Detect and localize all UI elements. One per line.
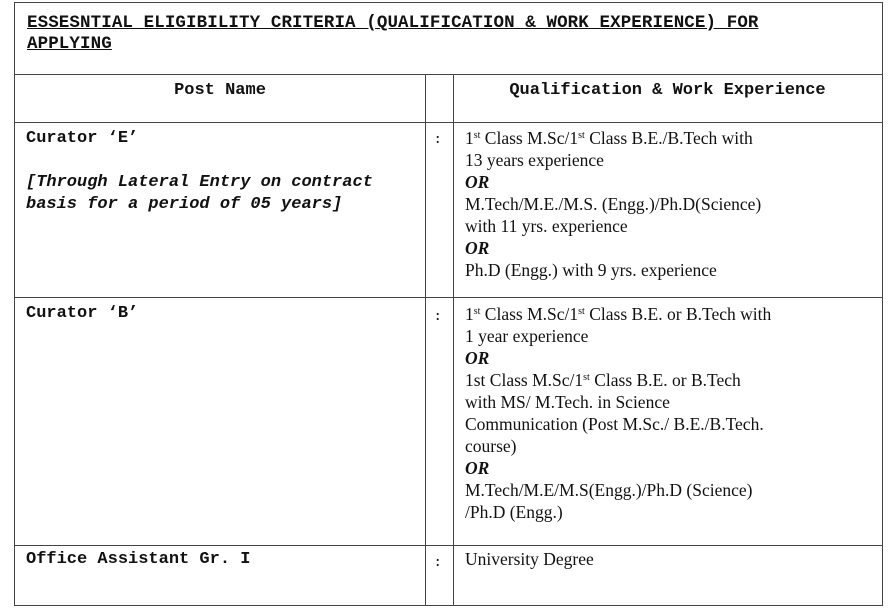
qualification-line: course) xyxy=(465,436,517,456)
qualification-line: University Degree xyxy=(465,549,594,569)
qualification-cell xyxy=(465,303,877,523)
qualification-line: 13 years experience xyxy=(465,150,604,170)
post-name: Office Assistant Gr. I xyxy=(26,550,251,569)
post-name: Curator ‘B’ xyxy=(26,304,139,323)
page-title xyxy=(27,13,867,55)
qualification-cell xyxy=(465,127,877,281)
post-note: [Through Lateral Entry on contract basis for a period of 05 years] xyxy=(26,173,373,214)
title-line-2: APPLYING xyxy=(27,34,112,54)
column-header-qualification: Qualification & Work Experience xyxy=(509,81,826,100)
qualification-line: 1st Class M.Sc/1st Class B.E. or B.Tech with xyxy=(465,304,772,324)
qualification-line: Communication (Post M.Sc./ B.E./B.Tech. xyxy=(465,414,764,434)
qualification-line: M.Tech/M.E./M.S. (Engg.)/Ph.D(Science) xyxy=(465,194,762,214)
qualification-line: 1st Class M.Sc/1st Class B.E./B.Tech with xyxy=(465,128,753,148)
table-row-post xyxy=(26,549,416,571)
or-label: OR xyxy=(465,458,490,478)
separator: : xyxy=(435,551,441,570)
title-line-1: ESSESNTIAL ELIGIBILITY CRITERIA (QUALIFICATION & WORK EXPERIENCE) FOR xyxy=(27,13,759,33)
eligibility-table xyxy=(14,2,883,606)
divider xyxy=(15,122,882,123)
qualification-line: with 11 yrs. experience xyxy=(465,216,628,236)
or-label: OR xyxy=(465,348,490,368)
qualification-line: Ph.D (Engg.) with 9 yrs. experience xyxy=(465,260,717,280)
or-label: OR xyxy=(465,172,490,192)
table-row-post xyxy=(26,303,416,325)
qualification-line: M.Tech/M.E/M.S(Engg.)/Ph.D (Science) xyxy=(465,480,753,500)
divider xyxy=(15,545,882,546)
or-label: OR xyxy=(465,238,490,258)
qualification-line: with MS/ M.Tech. in Science xyxy=(465,392,670,412)
column-divider xyxy=(453,74,454,605)
qualification-cell xyxy=(465,548,877,570)
column-header-post-name: Post Name xyxy=(174,81,266,100)
column-divider xyxy=(425,74,426,605)
divider xyxy=(15,74,882,75)
qualification-line: /Ph.D (Engg.) xyxy=(465,502,563,522)
divider xyxy=(15,297,882,298)
separator: : xyxy=(435,305,441,324)
post-name: Curator ‘E’ xyxy=(26,129,139,148)
qualification-line: 1st Class M.Sc/1st Class B.E. or B.Tech xyxy=(465,370,741,390)
separator: : xyxy=(435,128,441,147)
table-row-post xyxy=(26,128,416,216)
qualification-line: 1 year experience xyxy=(465,326,589,346)
